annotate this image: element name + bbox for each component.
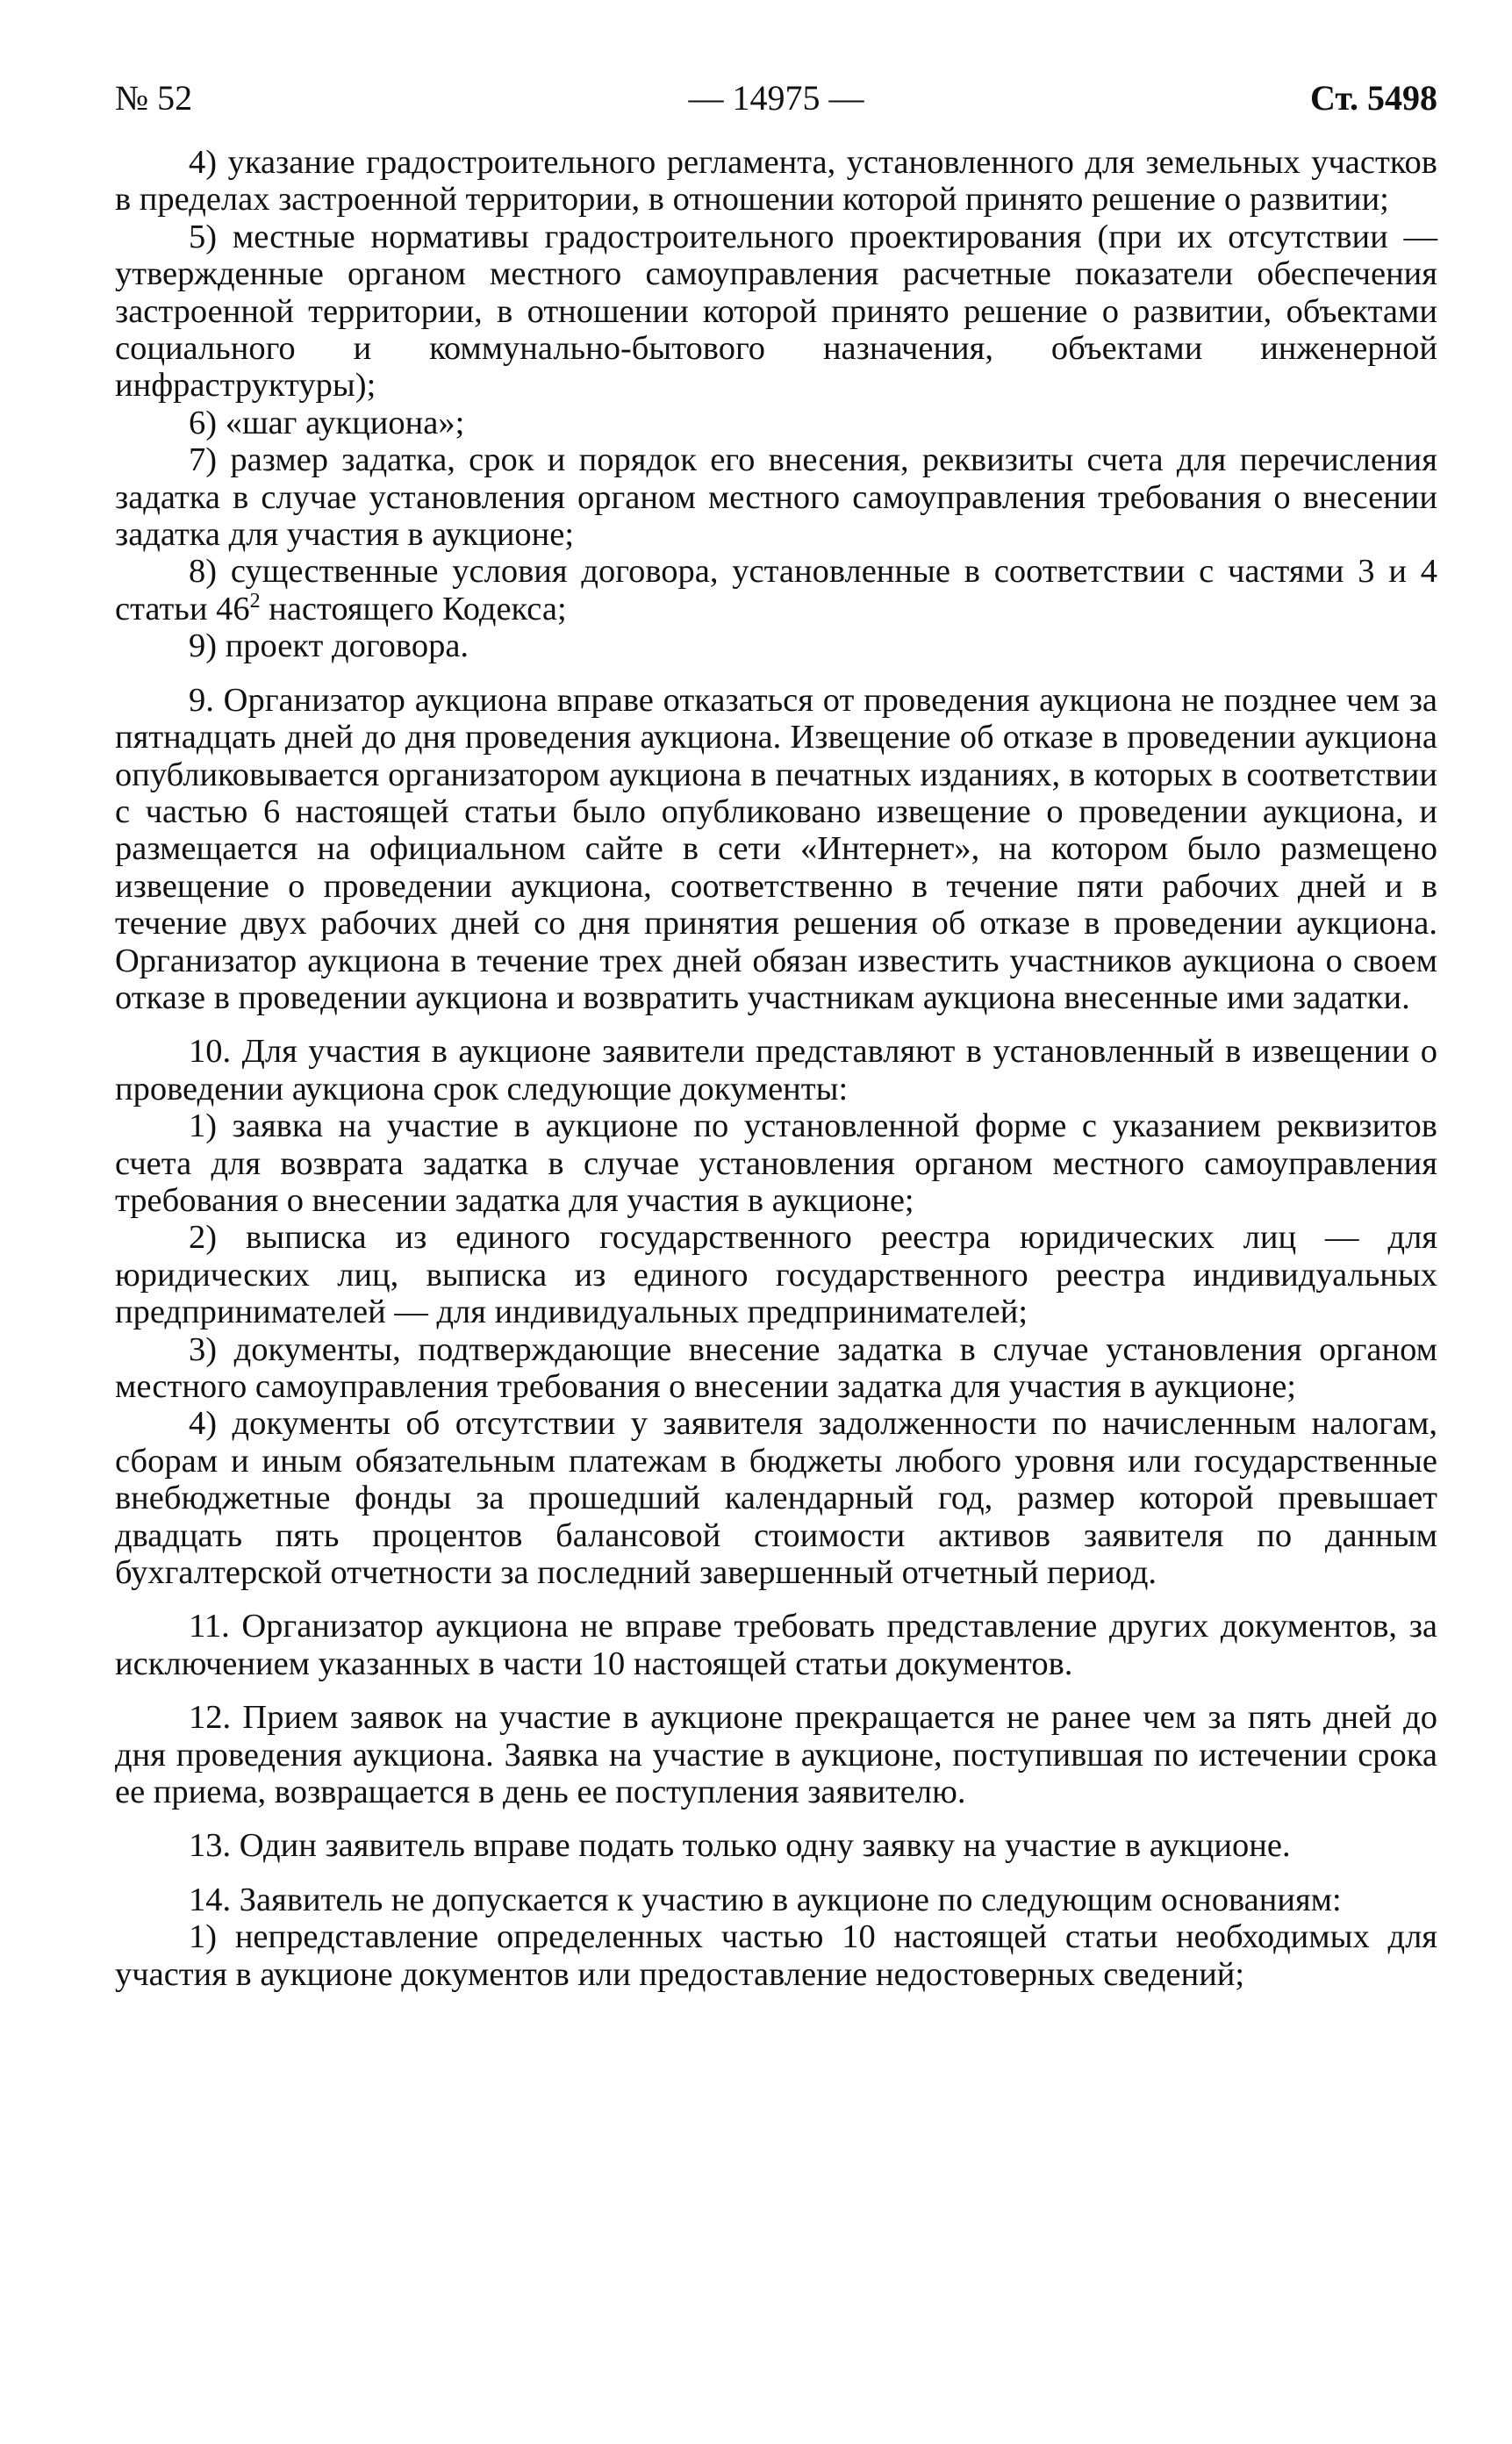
paragraph-item-7: 7) размер задатка, срок и порядок его внесения, реквизиты счета для перечисления задатка в случае установления органом местного самоуправления требования о внесении задатка для участия в аукционе; [115, 441, 1437, 554]
document-page [115, 74, 1437, 1993]
section-9: 9. Организатор аукциона вправе отказаться от проведения аукциона не позднее чем за пятнадцать дней до дня проведения аукциона. Извещение об отказе в проведении аукциона опубликовывается организатором аукциона в печатных изданиях, в которых в соответствии с частью 6 настоящей статьи было опубликовано извещение о проведении аукциона, и размещается на официальном сайте в сети «Интернет», на котором было размещено извещение о проведении аукциона, соответственно в течение пяти рабочих дней и в течение двух рабочих дней со дня принятия решения об отказе в проведении аукциона. Организатор аукциона в течение трех дней обязан известить участников аукциона о своем отказе в проведении аукциона и возвратить участникам аукциона внесенные ими задатки. [115, 681, 1437, 1016]
section-14: 14. Заявитель не допускается к участию в аукционе по следующим основаниям: [189, 1881, 1342, 1918]
paragraph-item-6: 6) «шаг аукциона»; [189, 404, 465, 441]
issue-number: № 52 [115, 78, 193, 118]
page-header [115, 74, 1437, 123]
section-10-item-2: 2) выписка из единого государственного реестра юридических лиц — для юридических лиц, выписка из единого государственного реестра индивидуальных предпринимателей — для индивидуальных предпринимателей; [115, 1219, 1437, 1331]
section-10: 10. Для участия в аукционе заявители представляют в установленный в извещении о проведении аукциона срок следующие документы: [115, 1033, 1437, 1107]
article-number: Ст. 5498 [1310, 78, 1437, 118]
section-14-item-1: 1) непредставление определенных частью 10 настоящей статьи необходимых для участия в аукционе документов или предоставление недостоверных сведений; [115, 1918, 1437, 1993]
paragraph-item-8-text: 8) существенные условия договора, установленные в соответствии с частями 3 и 4 статьи 46 [115, 553, 1437, 627]
paragraph-item-4: 4) указание градостроительного регламента, установленного для земельных участков в пределах застроенной территории, в отношении которой принято решение о развитии; [115, 144, 1437, 219]
paragraph-item-8-tail: настоящего Кодекса; [260, 590, 567, 627]
section-10-item-4: 4) документы об отсутствии у заявителя задолженности по начисленным налогам, сборам и иным обязательным платежам в бюджеты любого уровня или государственные внебюджетные фонды за прошедший календарный год, размер которой превышает двадцать пять процентов балансовой стоимости активов заявителя по данным бухгалтерской отчетности за последний завершенный отчетный период. [115, 1405, 1437, 1592]
section-11: 11. Организатор аукциона не вправе требовать представление других документов, за исключением указанных в части 10 настоящей статьи документов. [115, 1608, 1437, 1682]
page-number: — 14975 — [688, 78, 864, 118]
paragraph-item-5: 5) местные нормативы градостроительного проектирования (при их отсутствии — утвержденные органом местного самоуправления расчетные показатели обеспечения застроенной территории, в отношении которой принято решение о развитии, объектами социального и коммунально-бытового назначения, объектами инженерной инфраструктуры); [115, 218, 1437, 405]
document-body [115, 144, 1437, 1993]
section-10-item-3: 3) документы, подтверждающие внесение задатка в случае установления органом местного самоуправления требования о внесении задатка для участия в аукционе; [115, 1330, 1437, 1405]
superscript-index: 2 [249, 589, 261, 613]
paragraph-item-9: 9) проект договора. [189, 627, 469, 665]
section-12: 12. Прием заявок на участие в аукционе прекращается не ранее чем за пять дней до дня проведения аукциона. Заявка на участие в аукционе, поступившая по истечении срока ее приема, возвращается в день ее поступления заявителю. [115, 1699, 1437, 1811]
section-13: 13. Один заявитель вправе подать только одну заявку на участие в аукционе. [189, 1827, 1291, 1865]
paragraph-item-8 [115, 553, 1437, 627]
section-10-item-1: 1) заявка на участие в аукционе по установленной форме с указанием реквизитов счета для возврата задатка в случае установления органом местного самоуправления требования о внесении задатка для участия в аукционе; [115, 1107, 1437, 1219]
